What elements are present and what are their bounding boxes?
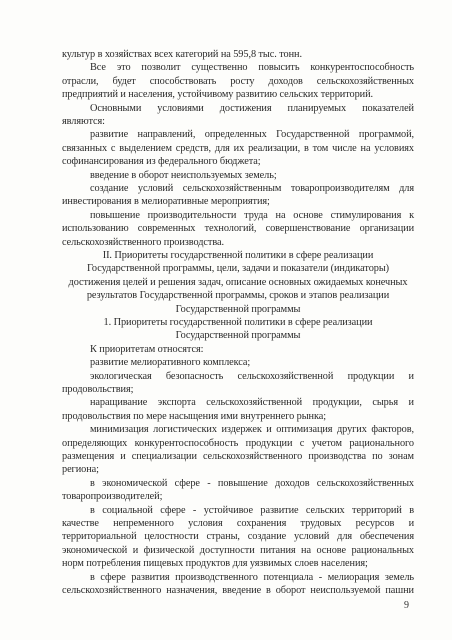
text-line: повышение производительности труда на основе стимулирования к — [90, 210, 414, 221]
text-line: создание условий сельскохозяйственным товаропроизводителям для — [90, 183, 414, 194]
text-line: в экономической сфере - повышение доходов сельскохозяйственных — [90, 478, 414, 489]
text-line: Все это позволит существенно повысить конкурентоспособность — [90, 62, 414, 73]
text-line: в социальной сфере - устойчивое развитие сельских территорий в — [90, 505, 414, 516]
text-line: сельскохозяйственного производства. — [62, 237, 224, 248]
text-line: определяющих конкурентоспособность продукции с учетом рационального — [62, 438, 414, 449]
text-line: отрасли, будет способствовать росту доходов сельскохозяйственных — [62, 76, 414, 87]
text-line: Государственной программы, цели, задачи и показатели (индикаторы) — [86, 263, 390, 274]
text-line: Государственной программы — [175, 330, 301, 341]
text-line: товаропроизводителей; — [62, 491, 163, 502]
text-line: минимизация логистических издержек и оптимизация других факторов, — [90, 424, 414, 435]
text-line: качестве непременного условия сохранения трудовых ресурсов и — [62, 518, 414, 529]
text-line: введение в оборот неиспользуемых земель; — [90, 170, 277, 181]
text-line: результатов Государственной программы, сроков и этапов реализации — [86, 290, 390, 301]
text-line: достижения целей и решения задач, описание основных ожидаемых конечных — [68, 277, 408, 288]
text-line: предприятий и населения, устойчивому развитию сельских территорий. — [62, 89, 373, 100]
text-line: связанных с выделением средств, для их реализации, в том числе на условиях — [62, 143, 414, 154]
text-line: К приоритетам относятся: — [90, 344, 204, 355]
text-line: Государственной программы — [175, 304, 301, 315]
page-number: 9 — [404, 600, 409, 611]
text-line: 1. Приоритеты государственной политики в сфере реализации — [103, 317, 373, 328]
text-line: экономической и физической доступности питания на основе рациональных — [62, 545, 414, 556]
text-line: размещения и специализации сельскохозяйственного производства по зонам — [62, 451, 414, 462]
text-line: развитие мелиоративного комплекса; — [90, 357, 251, 368]
text-line: продовольствия по мере насыщения ими внутреннего рынка; — [62, 411, 327, 422]
text-line: инвестирования в мелиоративные мероприятия; — [62, 196, 270, 207]
text-line: II. Приоритеты государственной политики в сфере реализации — [102, 250, 374, 261]
text-line: территориальной целостности страны, создание условий для обеспечения — [62, 531, 414, 542]
text-line: в сфере развития производственного потенциала - мелиорация земель — [90, 572, 414, 583]
text-line: продовольствия; — [62, 384, 134, 395]
text-line: экологическая безопасность сельскохозяйственной продукции и — [90, 371, 414, 382]
text-line: развитие направлений, определенных Государственной программой, — [90, 129, 414, 140]
text-line: региона; — [62, 464, 99, 475]
text-line: наращивание экспорта сельскохозяйственной продукции, сырья и — [90, 397, 414, 408]
text-line: культур в хозяйствах всех категорий на 595,8 тыс. тонн. — [62, 49, 302, 60]
text-line: являются: — [62, 116, 105, 127]
text-line: Основными условиями достижения планируемых показателей — [90, 103, 414, 114]
text-line: сельскохозяйственного назначения, введение в оборот неиспользуемой пашни — [62, 585, 414, 596]
text-line: норм потребления пищевых продуктов для уязвимых слоев населения; — [62, 558, 368, 569]
text-line: софинансирования из федерального бюджета; — [62, 156, 261, 167]
text-line: использованию современных технологий, совершенствование организации — [62, 223, 414, 234]
